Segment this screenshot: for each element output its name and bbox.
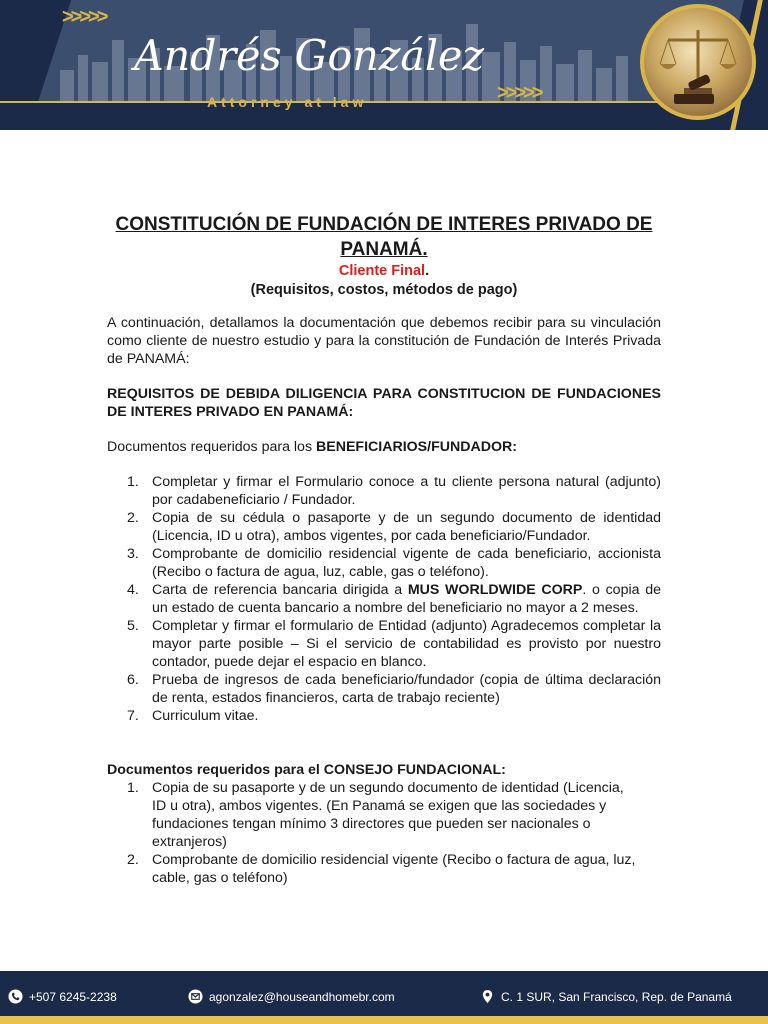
- name-signature-logo: [130, 18, 490, 90]
- email-icon: [188, 989, 203, 1004]
- office-address: C. 1 SUR, San Francisco, Rep. de Panamá: [501, 989, 732, 1004]
- list-item: [107, 671, 661, 707]
- list-item-number: 4.: [127, 582, 139, 598]
- list-item-number: 5.: [127, 618, 139, 634]
- beneficiaries-heading-prefix: Documentos requeridos para los: [107, 439, 316, 455]
- phone-number: +507 6245-2238: [29, 989, 117, 1004]
- list-item: [107, 509, 661, 545]
- list-item: [107, 779, 661, 851]
- list-item: [107, 473, 661, 509]
- scales-of-justice-photo: [640, 4, 756, 120]
- svg-text:Andrés González: Andrés González: [130, 31, 485, 80]
- list-item-text: Copia de su pasaporte y de un segundo documento de identidad (Licencia, ID u otra), ambos vigentes. (En Panamá se exigen que las sociedades y fundaciones tengan mínimo 3 directores que pueden ser nacionales o extranjeros): [152, 780, 624, 850]
- list-item-text: Completar y firmar el formulario de Entidad (adjunto) Agradecemos completar la mayor parte posible – Si el servicio de contabilidad es provisto por nuestro contador, puede dejar el espacio en blanco.: [152, 618, 661, 670]
- council-requirements-list: [107, 779, 661, 887]
- intro-paragraph: A continuación, detallamos la documentación que debemos recibir para su vinculación como cliente de nuestro estudio y para la constitución de Fundación de Interés Privada de PANAMÁ:: [107, 315, 661, 367]
- council-heading: Documentos requeridos para el CONSEJO FUNDACIONAL:: [107, 762, 506, 778]
- beneficiaries-heading-bold: BENEFICIARIOS/FUNDADOR:: [315, 439, 517, 455]
- list-item-number: 1.: [127, 474, 139, 490]
- phone-icon: [8, 989, 23, 1004]
- bottom-band: [0, 103, 768, 130]
- location-pin-icon: [480, 989, 495, 1004]
- chevron-decoration-icon: >>>>>: [62, 6, 106, 28]
- letterhead-banner: [0, 0, 768, 130]
- client-label-dot: .: [425, 263, 430, 279]
- list-item-number: 7.: [127, 708, 139, 724]
- chevron-decoration-icon: >>>>>: [497, 82, 541, 104]
- list-item-text: Prueba de ingresos de cada beneficiario/fundador (copia de última declaración de renta, estados financieros, carta de trabajo reciente): [152, 672, 661, 706]
- list-item-text-after: . o copia de un estado de cuenta bancario a nombre del beneficiario no mayor a 2 meses.: [152, 582, 661, 616]
- list-item: [107, 707, 661, 725]
- list-item-text: Curriculum vitae.: [152, 708, 259, 724]
- due-diligence-heading: REQUISITOS DE DEBIDA DILIGENCIA PARA CONSTITUCION DE FUNDACIONES DE INTERES PRIVADO EN PANAMÁ:: [107, 386, 661, 420]
- beneficiaries-heading: [107, 438, 661, 456]
- footer-gold-stripe: [0, 1016, 768, 1024]
- list-item-number: 1.: [127, 780, 139, 796]
- list-item: [107, 545, 661, 581]
- beneficiary-requirements-list: [107, 473, 661, 725]
- email-address: agonzalez@houseandhomebr.com: [209, 989, 395, 1004]
- document-title: CONSTITUCIÓN DE FUNDACIÓN DE INTERES PRIVADO DE PANAMÁ.: [115, 214, 653, 260]
- footer-phone: [8, 989, 117, 1004]
- client-label: [107, 262, 661, 281]
- company-name: MUS WORLDWIDE CORP: [407, 582, 583, 598]
- list-item-text: Copia de su cédula o pasaporte y de un segundo documento de identidad (Licencia, ID u otra), ambos vigentes, por cada beneficiario/Fundador.: [152, 510, 661, 544]
- list-item-text-before: Carta de referencia bancaria dirigida a: [152, 582, 408, 598]
- list-item: [107, 617, 661, 671]
- list-item-text: Completar y firmar el Formulario conoce a tu cliente persona natural (adjunto) por cadabeneficiario / Fundador.: [152, 474, 661, 508]
- list-item-text: Comprobante de domicilio residencial vigente de cada beneficiario, accionista (Recibo o factura de agua, luz, cable, gas o teléfono).: [152, 546, 661, 580]
- client-label-text: Cliente Final: [338, 263, 426, 279]
- footer-address: [480, 989, 732, 1004]
- list-item-number: 3.: [127, 546, 139, 562]
- list-item-text: Comprobante de domicilio residencial vigente (Recibo o factura de agua, luz, cable, gas o teléfono): [152, 852, 636, 886]
- list-item-number: 2.: [127, 852, 139, 868]
- scales-of-justice-icon: [644, 8, 752, 116]
- document-subtitle: (Requisitos, costos, métodos de pago): [250, 282, 518, 298]
- list-item: [107, 851, 661, 887]
- document-body: [107, 212, 661, 887]
- list-item: [107, 581, 661, 617]
- list-item-number: 2.: [127, 510, 139, 526]
- tagline: Attorney at law: [207, 94, 368, 110]
- footer-email: [188, 989, 395, 1004]
- list-item-number: 6.: [127, 672, 139, 688]
